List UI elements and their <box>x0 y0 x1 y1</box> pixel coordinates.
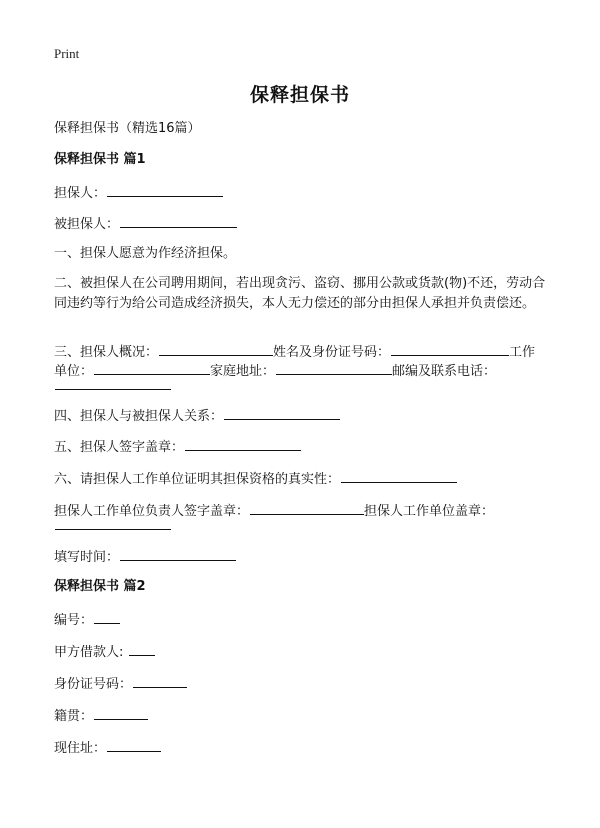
number-blank[interactable] <box>94 610 120 624</box>
item-5-label: 五、担保人签字盖章： <box>54 440 185 455</box>
section-heading-2: 保释担保书 篇2 <box>54 579 146 594</box>
origin-label: 籍贯： <box>54 709 94 724</box>
origin-blank[interactable] <box>94 706 148 720</box>
unit-leader-sign-label: 担保人工作单位负责人签字盖章： <box>54 504 250 519</box>
number-label: 编号： <box>54 613 94 628</box>
unit-seal-blank[interactable] <box>55 516 171 530</box>
item-3-name-id-label: 姓名及身份证号码： <box>273 345 391 360</box>
item-3-line-3 <box>54 376 171 396</box>
guarantor-line <box>54 183 223 203</box>
borrower-label: 甲方借款人: <box>54 645 128 660</box>
home-address-blank[interactable] <box>276 361 392 375</box>
item-4-label: 四、担保人与被担保人关系： <box>54 409 224 424</box>
guaranteed-line <box>54 214 237 234</box>
name-id-blank[interactable] <box>391 342 509 356</box>
item-6-line <box>54 469 457 489</box>
item-5-line <box>54 437 301 457</box>
item-1: 一、担保人愿意为作经济担保。 <box>54 246 237 261</box>
origin-line <box>54 706 148 726</box>
address-line <box>54 738 161 758</box>
item-2: 二、被担保人在公司聘用期间，若出现贪污、盗窃、挪用公款或货款(物)不还，劳动合同违约等行为给公司造成经济损失，本人无力偿还的部分由担保人承担并负责偿还。 <box>54 276 546 311</box>
guaranteed-label: 被担保人： <box>54 217 120 232</box>
section-heading-1: 保释担保书 篇1 <box>54 152 146 167</box>
guarantor-blank[interactable] <box>107 183 223 197</box>
document-title: 保释担保书 <box>249 84 350 106</box>
item-3-work-label: 工作 <box>509 345 536 360</box>
authenticity-blank[interactable] <box>341 469 457 483</box>
guarantor-signature-blank[interactable] <box>185 437 301 451</box>
unit-seal-line <box>54 516 171 536</box>
item-3-prefix: 三、担保人概况： <box>54 345 159 360</box>
fill-time-line <box>54 547 236 567</box>
address-label: 现住址： <box>54 741 107 756</box>
address-blank[interactable] <box>107 738 161 752</box>
print-link[interactable]: Print <box>54 46 80 61</box>
id-label: 身份证号码： <box>54 677 133 692</box>
document-subtitle: 保释担保书（精选16篇） <box>54 121 201 136</box>
relationship-blank[interactable] <box>224 406 340 420</box>
id-blank[interactable] <box>133 674 187 688</box>
fill-time-label: 填写时间： <box>54 550 120 565</box>
item-3-address-label: 家庭地址： <box>210 364 276 379</box>
contact-phone-blank[interactable] <box>55 376 171 390</box>
item-3-contact-label: 邮编及联系电话： <box>392 364 497 379</box>
unit-leader-sign-blank[interactable] <box>250 501 364 515</box>
number-line <box>54 610 120 630</box>
id-line <box>54 674 187 694</box>
guarantor-label: 担保人： <box>54 186 107 201</box>
item-4-line <box>54 406 340 426</box>
unit-seal-label: 担保人工作单位盖章： <box>364 504 495 519</box>
item-3-line-1 <box>54 342 535 362</box>
guaranteed-blank[interactable] <box>120 214 237 228</box>
borrower-line <box>54 642 155 662</box>
item-6-label: 六、请担保人工作单位证明其担保资格的真实性： <box>54 472 341 487</box>
fill-time-blank[interactable] <box>120 547 236 561</box>
item-3-unit-label: 单位： <box>54 364 94 379</box>
work-unit-blank[interactable] <box>94 361 210 375</box>
guarantor-overview-blank[interactable] <box>159 342 273 356</box>
borrower-blank[interactable] <box>129 642 155 656</box>
